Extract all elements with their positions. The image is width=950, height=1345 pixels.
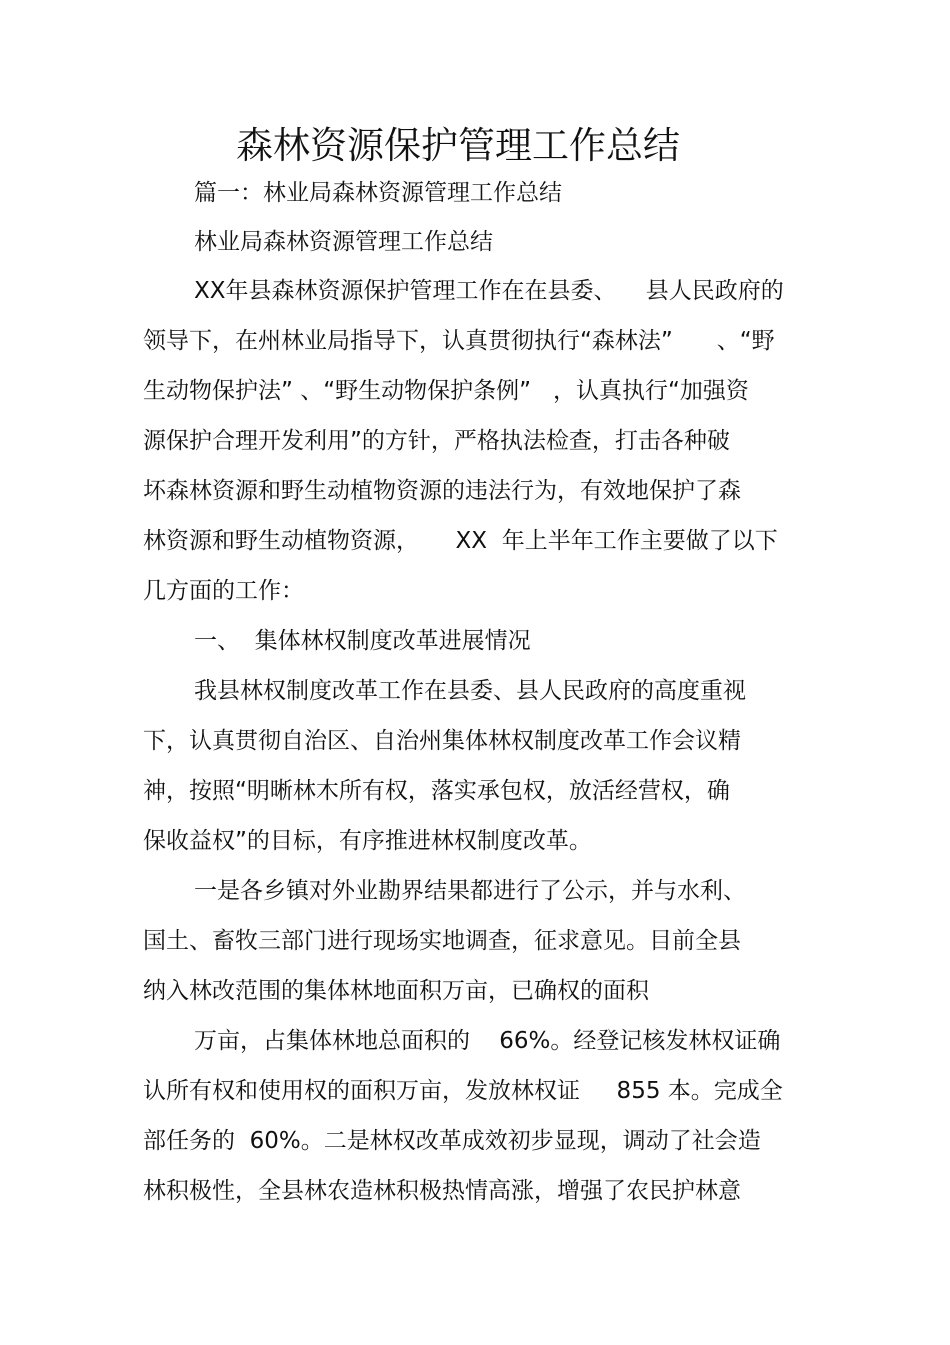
paragraph-1-line-5: 坏森林资源和野生动植物资源的违法行为，有效地保护了森 [143,478,741,504]
section-heading-part-one: 篇一：林业局森林资源管理工作总结 [194,180,562,206]
paragraph-1-line-7: 几方面的工作： [143,578,304,604]
paragraph-1-line-3: 生动物保护法” 、“野生动物保护条例” ，认真执行“加强资 [143,378,749,404]
paragraph-3-line-3: 纳入林改范围的集体林地面积万亩，已确权的面积 [143,978,649,1004]
document-title: 森林资源保护管理工作总结 [236,124,680,167]
paragraph-4-line-4: 林积极性，全县林农造林积极热情高涨，增强了农民护林意 [143,1178,741,1204]
paragraph-1-line-6: 林资源和野生动植物资源， XX 年上半年工作主要做了以下 [143,528,778,554]
paragraph-2-line-4: 保收益权”的目标，有序推进林权制度改革。 [143,828,592,854]
paragraph-1-line-2: 领导下，在州林业局指导下，认真贯彻执行“森林法” 、“野 [143,328,775,354]
paragraph-2-line-3: 神，按照“明晰林木所有权，落实承包权，放活经营权，确 [143,778,730,804]
sub-title: 林业局森林资源管理工作总结 [194,229,493,255]
section-heading-1: 一、 集体林权制度改革进展情况 [194,628,531,654]
paragraph-3-line-1: 一是各乡镇对外业勘界结果都进行了公示，并与水利、 [194,878,746,904]
paragraph-2-line-2: 下，认真贯彻自治区、自治州集体林权制度改革工作会议精 [143,728,741,754]
paragraph-1-line-4: 源保护合理开发利用”的方针，严格执法检查，打击各种破 [143,428,730,454]
paragraph-2-line-1: 我县林权制度改革工作在县委、县人民政府的高度重视 [194,678,746,704]
paragraph-4-line-3: 部任务的 60%。二是林权改革成效初步显现，调动了社会造 [143,1128,761,1154]
paragraph-4-line-2: 认所有权和使用权的面积万亩，发放林权证 855 本。完成全 [143,1078,783,1104]
paragraph-1-line-1: XX年县森林资源保护管理工作在在县委、 县人民政府的 [194,278,784,304]
paragraph-3-line-2: 国土、畜牧三部门进行现场实地调查，征求意见。目前全县 [143,928,741,954]
paragraph-4-line-1: 万亩，占集体林地总面积的 66%。经登记核发林权证确 [194,1028,781,1054]
